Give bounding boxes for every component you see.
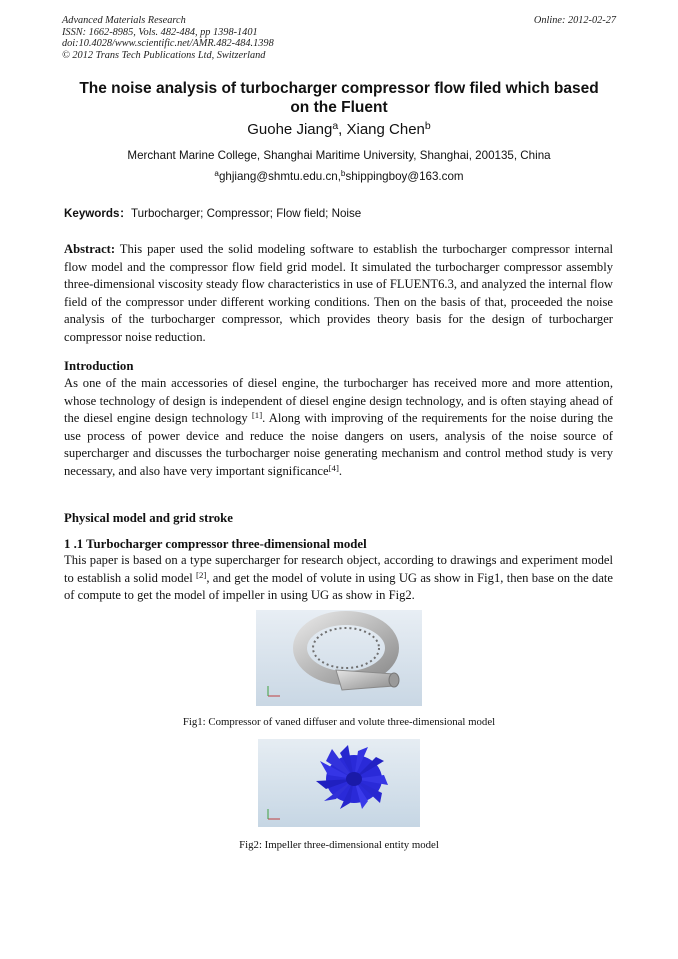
section-heading: Physical model and grid stroke (64, 511, 233, 525)
introduction-paragraph (64, 375, 613, 481)
outlet-flange (389, 673, 399, 687)
copyright-line: © 2012 Trans Tech Publications Ltd, Switzerland (62, 49, 266, 61)
email-1[interactable]: ghjiang@shmtu.edu.cn, (218, 170, 341, 183)
author-2-affil-mark: b (424, 120, 431, 133)
affiliation: Merchant Marine College, Shanghai Maritime University, Shanghai, 200135, China (127, 149, 551, 162)
title-line-2: on the Fluent (290, 98, 388, 116)
keywords (64, 207, 624, 221)
author-1: Guohe Jiang (247, 121, 333, 138)
model-paragraph (64, 552, 613, 605)
journal-name: Advanced Materials Research (62, 15, 186, 26)
model-text-2: , and get the model of volute in using UG as show in Fig1, then base on the date of compute to get the model of impeller in using UG as show in Fig2. (64, 570, 614, 603)
abstract-label: Abstract: (64, 242, 116, 256)
figure-2-caption: Fig2: Impeller three-dimensional entity model (239, 839, 439, 851)
abstract-text: This paper used the solid modeling software to establish the turbocharger compressor internal flow model and the compressor flow field grid model. It simulated the turbocharger compressor assembly three-dimensional viscosity steady flow characteristics in use of FLUENT6.3, and analyzed the internal flow field of the compressor under different working conditions. Then on the basis of that, proceeded the noise analysis of the turbocharger compressor, which provides theory basis for the design of turbocharger compressor noise reduction. (64, 242, 613, 344)
intro-text-3: . (338, 463, 343, 478)
introduction-heading: Introduction (64, 359, 134, 373)
intro-text-2: . Along with improving of the requirements for the noise during the use process of power device and reduce the noise dangers on users, analysis of the noise source of supercharger and discusses the turbocharger noise generating mechanism and control method study is very necessary, and also have very important significance (64, 411, 613, 478)
doi-line: doi:10.4028/www.scientific.net/AMR.482-484.1398 (62, 38, 274, 50)
keywords-label: Keywords： (64, 207, 132, 220)
issn-line: ISSN: 1662-8985, Vols. 482-484, pp 1398-1401 (62, 26, 258, 38)
impeller-render (258, 739, 420, 827)
keywords-text: Turbocharger; Compressor; Flow field; Noise (131, 207, 362, 220)
model-reference-2[interactable]: [2] (196, 569, 207, 580)
intro-text-1: As one of the main accessories of diesel engine, the turbocharger has received more and more attention, whose technology of design is independent of diesel engine design technology, and is often staying ahead of the diesel engine design technology (64, 376, 613, 426)
volute-outlet-pipe (336, 670, 394, 690)
author-list (0, 121, 678, 139)
email-1-mark: a (214, 169, 219, 179)
title-line-1: The noise analysis of turbocharger compressor flow filed which based (79, 80, 599, 97)
model-text-1: This paper is based on a type supercharger for research object, according to drawings and experiment model to establish a solid model (64, 553, 613, 585)
impeller-nose (346, 772, 362, 786)
subsection-heading: 1 .1 Turbocharger compressor three-dimensional model (64, 537, 367, 551)
email-2-mark: b (340, 169, 346, 179)
abstract-paragraph (64, 241, 613, 347)
paper-title (50, 80, 628, 117)
figure-2-impeller-model (258, 739, 420, 827)
author-separator: , (338, 121, 347, 138)
author-2: Xiang Chen (346, 121, 425, 138)
figure-1-caption: Fig1: Compressor of vaned diffuser and volute three-dimensional model (182, 716, 496, 728)
author-1-affil-mark: a (332, 120, 339, 133)
volute-render (256, 610, 422, 706)
journal-header (62, 15, 616, 61)
author-emails (0, 170, 678, 184)
intro-reference-1[interactable]: [1] (251, 410, 263, 421)
email-2[interactable]: shippingboy@163.com (345, 170, 464, 183)
figure-1-volute-model (256, 610, 422, 706)
online-date: Online: 2012-02-27 (533, 15, 616, 26)
intro-reference-4[interactable]: [4] (328, 463, 339, 473)
